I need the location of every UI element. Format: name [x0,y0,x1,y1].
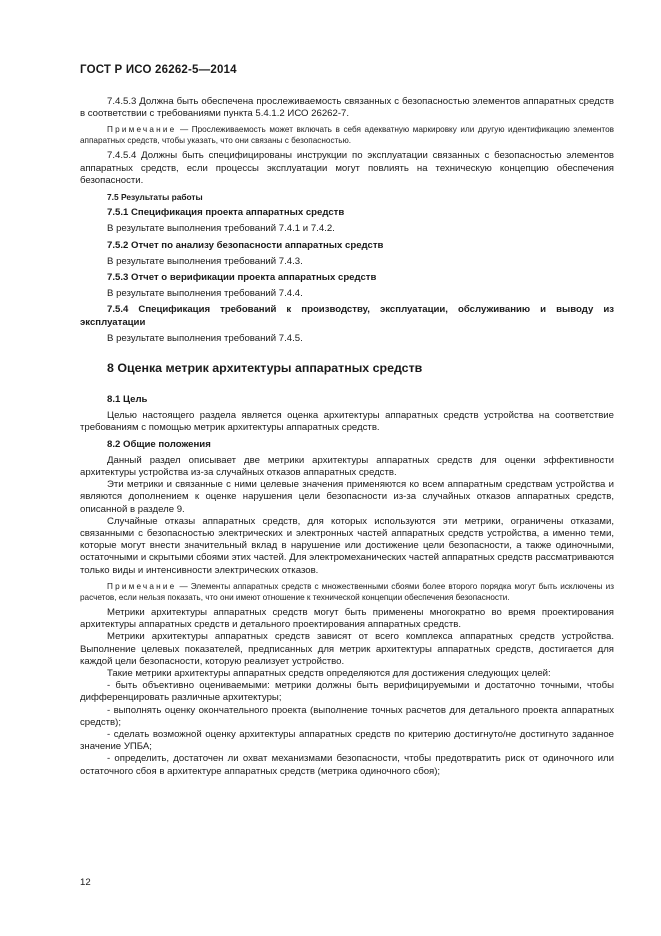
note-label: Примечание [107,125,177,135]
section-8-2-para-3: Случайные отказы аппаратных средств, для которых используются эти метрики, ограничены отказами, связанными с безопасностью электрических и электронных частей аппаратных средств устройства, а именно теми, которые могут внести значительный вклад в нарушение или достижение цели безопасности, а также одиночными, остаточными и скрытыми сбоями этих частей. Для электромеханических частей аппаратных средств рассматриваются только виды и интенсивности электрических отказов. [80,515,614,576]
list-item: - сделать возможной оценку архитектуры аппаратных средств по критерию достигнуто/не достигнуто заданное значение УПБА; [80,728,614,753]
section-8-2-para-1: Данный раздел описывает две метрики архитектуры аппаратных средств для оценки эффективности архитектуры устройства из-за случайных отказов аппаратных средств. [80,454,614,479]
list-item: - выполнять оценку окончательного проекта (выполнение точных расчетов для детального проекта аппаратных средств); [80,704,614,728]
section-8-2-title: 8.2 Общие положения [107,438,211,450]
section-7-5-2-text: В результате выполнения требований 7.4.3. [107,255,303,267]
page-header: ГОСТ Р ИСО 26262-5—2014 [80,64,237,76]
clause-7-4-5-3: 7.4.5.3 Должна быть обеспечена прослеживаемость связанных с безопасностью элементов аппаратных средств в соответствии с требованиями пункта 5.4.1.2 ИСО 26262-7. [80,96,614,120]
section-7-5-3-text: В результате выполнения требований 7.4.4. [107,288,303,300]
clause-7-4-5-4: 7.4.5.4 Должны быть специфицированы инструкции по эксплуатации связанных с безопасностью элементов аппаратных средств, если процессы эксплуатации могут повлиять на техническую концепцию обеспечения безопасности. [80,150,614,186]
paragraph-metrics-applied: Метрики архитектуры аппаратных средств могут быть применены многократно во время проектирования архитектуры аппаратных средств и детального проектирования аппаратных средств. [80,606,614,631]
document-body [80,96,614,778]
list-item: - быть объективно оцениваемыми: метрики должны быть верифицируемыми и достаточно точными, чтобы дифференцировать различные архитектуры; [80,680,614,704]
section-7-5-2-title: 7.5.2 Отчет по анализу безопасности аппаратных средств [107,239,384,251]
section-8-2-para-2: Эти метрики и связанные с ними целевые значения применяются ко всем аппаратным средствам устройства и являются дополнением к оценке нарушения цели безопасности из-за случайных отказов аппаратных средств, описанной в разделе 9. [80,479,614,515]
page-number: 12 [80,877,91,888]
paragraph-metrics-goals: Такие метрики архитектуры аппаратных средств определяются для достижения следующих целей: [107,667,551,679]
section-8-1-title: 8.1 Цель [107,394,148,406]
section-7-5-4-title: 7.5.4 Спецификация требований к производству, эксплуатации, обслуживанию и выводу из эксплуатации [80,304,614,328]
note-multiple-faults [80,581,614,603]
paragraph-metrics-depend: Метрики архитектуры аппаратных средств зависят от всего комплекса аппаратных средств устройства. Выполнение целевых показателей, предписанных для метрик архитектуры аппаратных средств, достигается для каждой цели безопасности, которую реализует устройство. [80,631,614,667]
section-8-title: 8 Оценка метрик архитектуры аппаратных средств [107,361,423,376]
note-text: — Элементы аппаратных средств с множественными сбоями более второго порядка могут быть исключены из расчетов, если нельзя показать, что они имеют отношение к технической концепции обеспечения безопасности. [80,581,614,602]
section-7-5-1-text: В результате выполнения требований 7.4.1 и 7.4.2. [107,223,335,235]
section-7-5-title: 7.5 Результаты работы [107,192,203,203]
note-text: — Прослеживаемость может включать в себя адекватную маркировку или другую идентификацию элементов аппаратных средств, чтобы указать, что они связаны с безопасностью. [80,125,614,146]
section-7-5-1-title: 7.5.1 Спецификация проекта аппаратных средств [107,207,345,219]
note-label: Примечание [107,581,177,591]
section-8-1-text: Целью настоящего раздела является оценка архитектуры аппаратных средств устройства на соответствие требованиям с помощью метрик архитектуры аппаратных средств. [80,410,614,434]
list-item: - определить, достаточен ли охват механизмами безопасности, чтобы предотвратить риск от одиночного или остаточного сбоя в архитектуре аппаратных средств (метрика одиночного сбоя); [80,753,614,777]
note-traceability [80,124,614,146]
section-7-5-3-title: 7.5.3 Отчет о верификации проекта аппаратных средств [107,272,377,284]
section-7-5-4-text: В результате выполнения требований 7.4.5. [107,332,303,344]
